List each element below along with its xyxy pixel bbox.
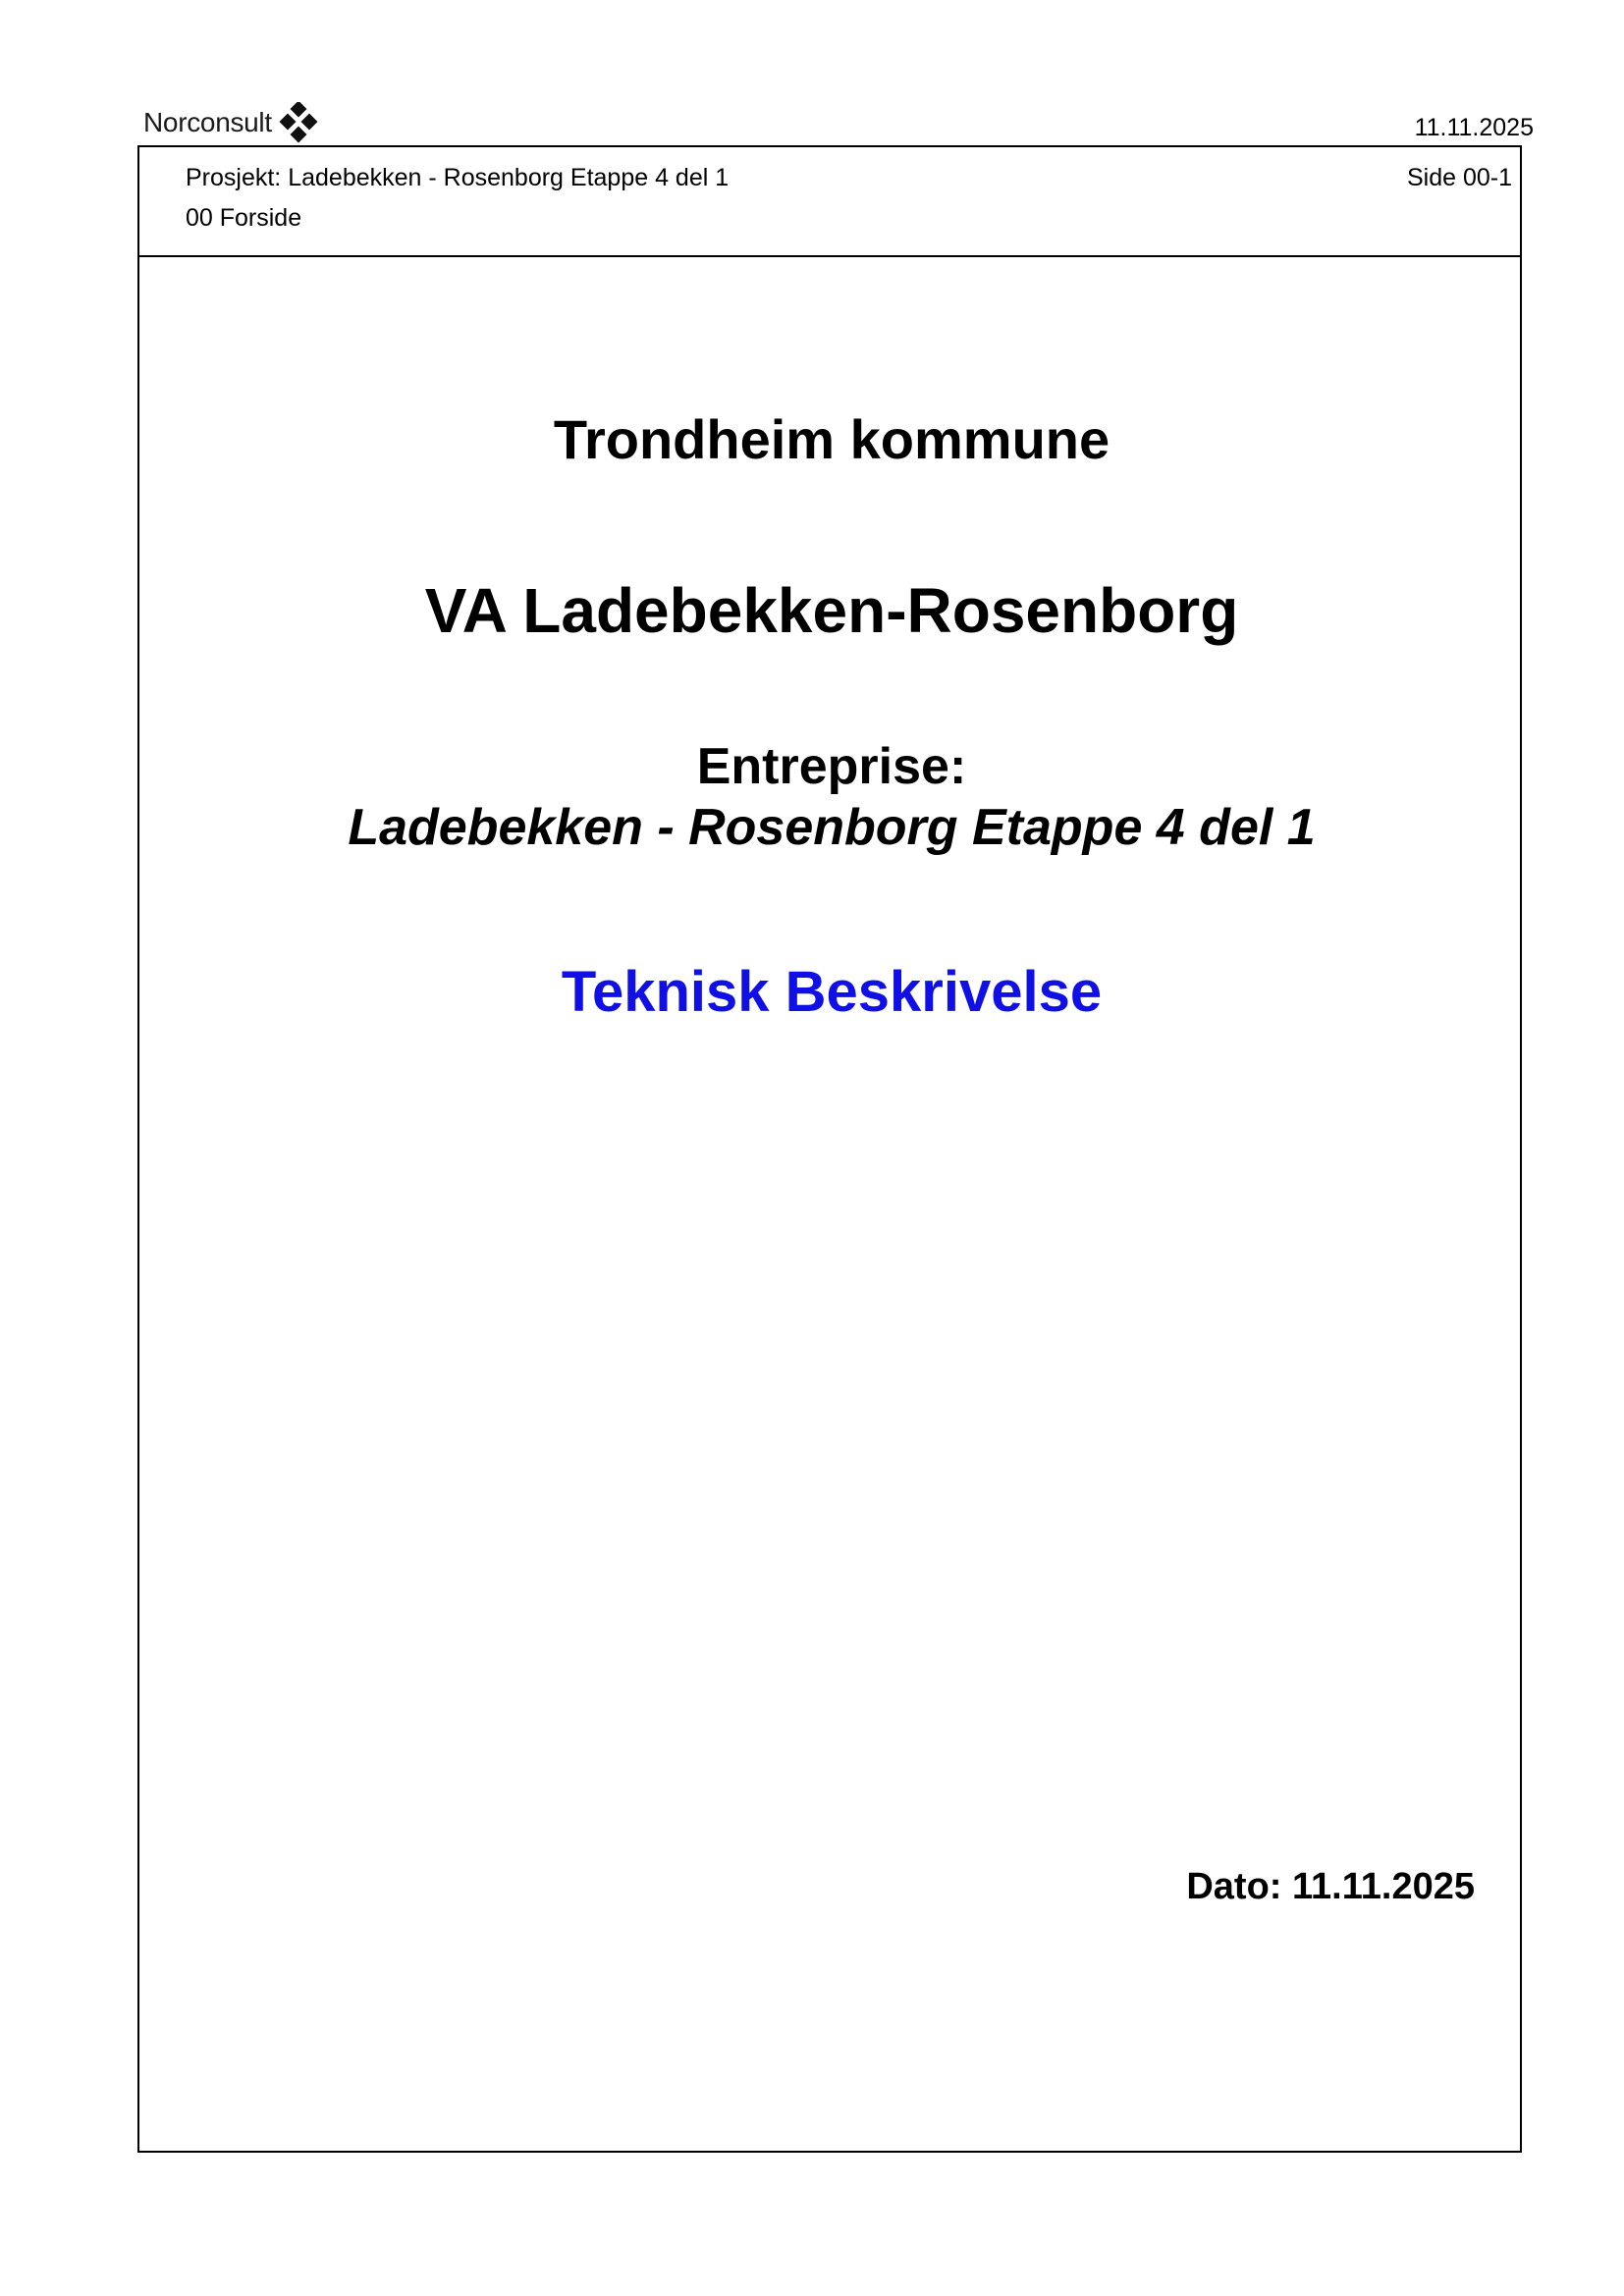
page-frame xyxy=(137,145,1522,2153)
entreprise-label: Entreprise: xyxy=(696,738,967,795)
section-name: 00 Forside xyxy=(186,204,302,232)
entreprise-name: Ladebekken - Rosenborg Etappe 4 del 1 xyxy=(348,799,1316,856)
cover-date: Dato: 11.11.2025 xyxy=(1186,1866,1475,1907)
document-type: Teknisk Beskrivelse xyxy=(561,960,1103,1024)
document-date: 11.11.2025 xyxy=(1414,114,1534,141)
company-logo xyxy=(143,102,319,143)
project-name: Prosjekt: Ladebekken - Rosenborg Etappe 4 del 1 xyxy=(186,164,730,191)
header-box xyxy=(139,147,1520,257)
logo-text: Norconsult xyxy=(143,107,272,137)
page-number: Side 00-1 xyxy=(1406,164,1512,191)
client-name: Trondheim kommune xyxy=(553,408,1110,470)
project-title: VA Ladebekken-Rosenborg xyxy=(424,575,1239,646)
norconsult-diamond-icon xyxy=(278,102,319,143)
